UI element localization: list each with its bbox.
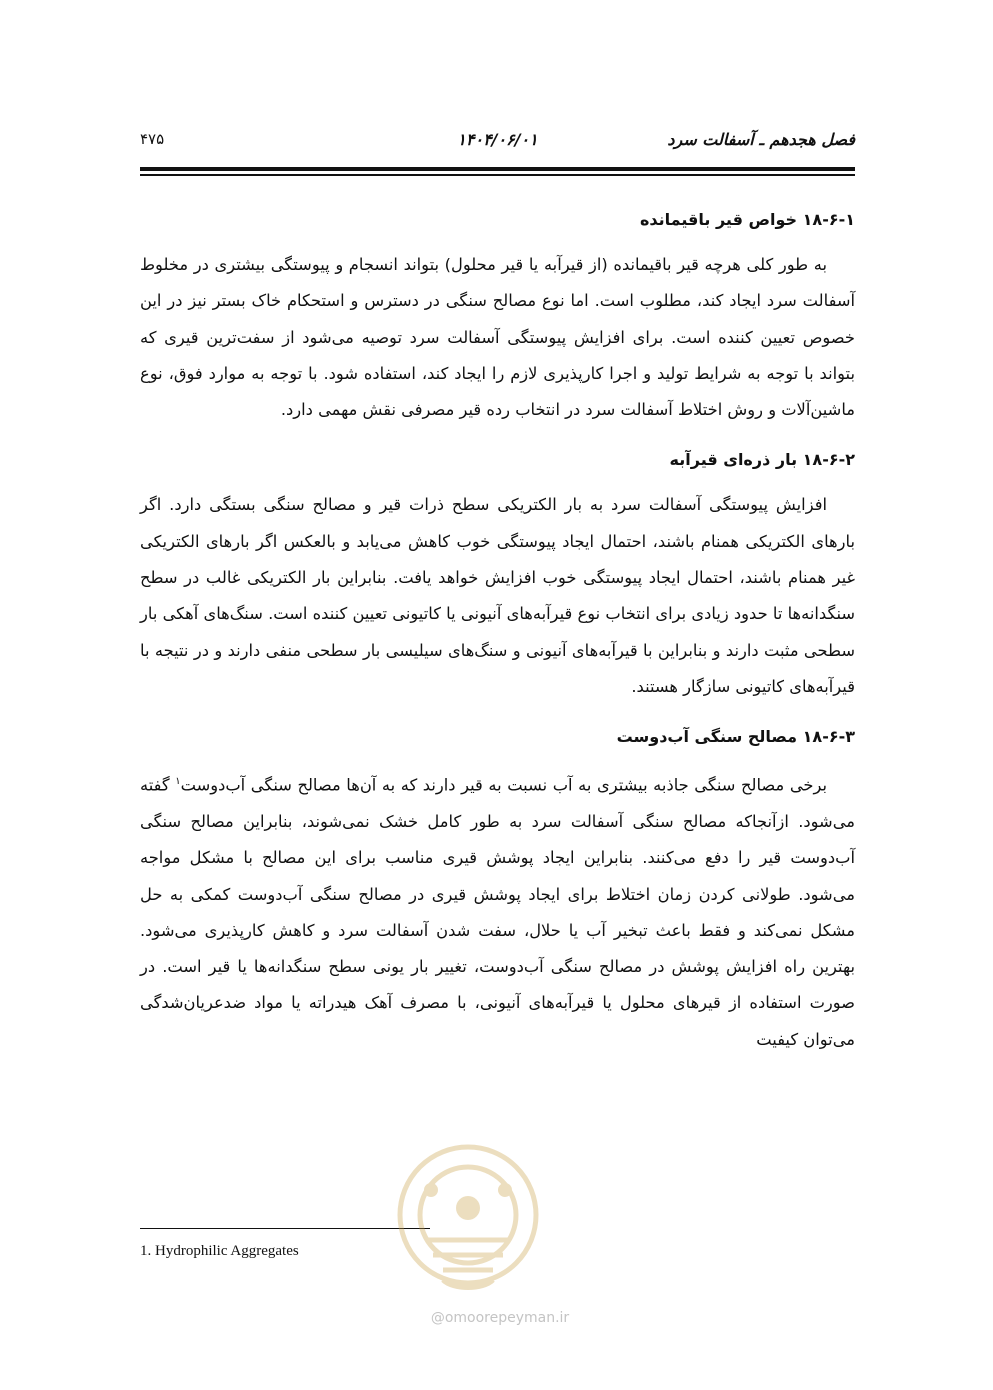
paragraph-text-cont: گفته می‌شود. ازآنجاکه مصالح سنگی آسفالت سرد به طور کامل خشک نمی‌شوند، بنابراین مصالح سنگی آب‌دوست قیر را دفع می‌کنند. بنابراین ایجاد پوشش قیری مناسب برای این مصالح با مشکل مواجه می‌شود. طولانی کردن زمان اختلاط برای ایجاد پوشش قیری در مصالح سنگی آب‌دوست کمکی به حل مشکل نمی‌کند و فقط باعث تبخیر آب یا حلال، سفت شدن آسفالت سرد و کاهش کارپذیری می‌شود. بهترین راه افزایش پوشش در مصالح سنگی آب‌دوست، تغییر بار یونی سطح سنگدانه‌ها یا قیر است. در صورت استفاده از قیرهای محلول یا قیرآبه‌های آنیونی، با مصرف آهک هیدراته یا مواد ضدعریان‌شدگی می‌توان کیفیت — [140, 775, 855, 1049]
footnote: 1. Hydrophilic Aggregates — [140, 1243, 299, 1259]
paragraph-text: برخی مصالح سنگی جاذبه بیشتری به آب نسبت به قیر دارند که به آن‌ها مصالح سنگی آب‌دوست — [180, 775, 827, 795]
header-rule-thin — [140, 174, 855, 176]
page-number: ۴۷۵ — [140, 130, 165, 148]
section-heading-3: ۱۸-۶-۳ مصالح سنگی آب‌دوست — [616, 727, 855, 747]
section-paragraph-2: افزایش پیوستگی آسفالت سرد به بار الکتریکی سطح ذرات قیر و مصالح سنگی بستگی دارد. اگر بارهای الکتریکی همنام باشند، احتمال ایجاد پیوستگی خوب کاهش می‌یابد و بالعکس اگر بارهای الکتریکی غیر همنام باشند، احتمال ایجاد پیوستگی خوب افزایش خواهد یافت. بنابراین بار الکتریکی غالب در سطح سنگدانه‌ها تا حدود زیادی برای انتخاب نوع قیرآبه‌های آنیونی یا کاتیونی تعیین کننده است. سنگ‌های آهکی بار سطحی مثبت دارند و بنابراین با قیرآبه‌های آنیونی و سنگ‌های سیلیسی بار سطحی منفی دارند و در نتیجه با قیرآبه‌های کاتیونی سازگار هستند. — [140, 495, 855, 696]
watermark-text: @omoorepeyman.ir — [430, 1310, 570, 1326]
section-paragraph-3 — [140, 764, 855, 1058]
header-date: ۱۴۰۴/۰۶/۰۱ — [457, 130, 538, 149]
watermark-logo-icon — [383, 1130, 553, 1305]
header-rule-thick — [140, 167, 855, 171]
footnote-rule — [140, 1228, 430, 1229]
page-header — [140, 125, 855, 165]
section-heading-2: ۱۸-۶-۲ بار ذره‌ای قیرآبه — [669, 450, 855, 470]
chapter-title: فصل هجدهم ـ آسفالت سرد — [667, 130, 855, 149]
page-body — [140, 210, 855, 1080]
section-paragraph-1: به طور کلی هرچه قیر باقیمانده (از قیرآبه یا قیر محلول) بتواند انسجام و پیوستگی بیشتری در مخلوط آسفالت سرد ایجاد کند، مطلوب است. اما نوع مصالح سنگی در دسترس و استحکام خاک بستر نیز در این خصوص تعیین کننده است. برای افزایش پیوستگی آسفالت سرد توصیه می‌شود از سفت‌ترین قیری که بتواند با توجه به شرایط تولید و اجرا کارپذیری لازم را ایجاد کند، استفاده شود. با توجه به موارد فوق، نوع ماشین‌آلات و روش اختلاط آسفالت سرد در انتخاب رده قیر مصرفی نقش مهمی دارد. — [140, 255, 855, 420]
section-heading-1: ۱۸-۶-۱ خواص قیر باقیمانده — [639, 210, 855, 229]
footnote-marker[interactable]: ۱ — [175, 776, 181, 788]
